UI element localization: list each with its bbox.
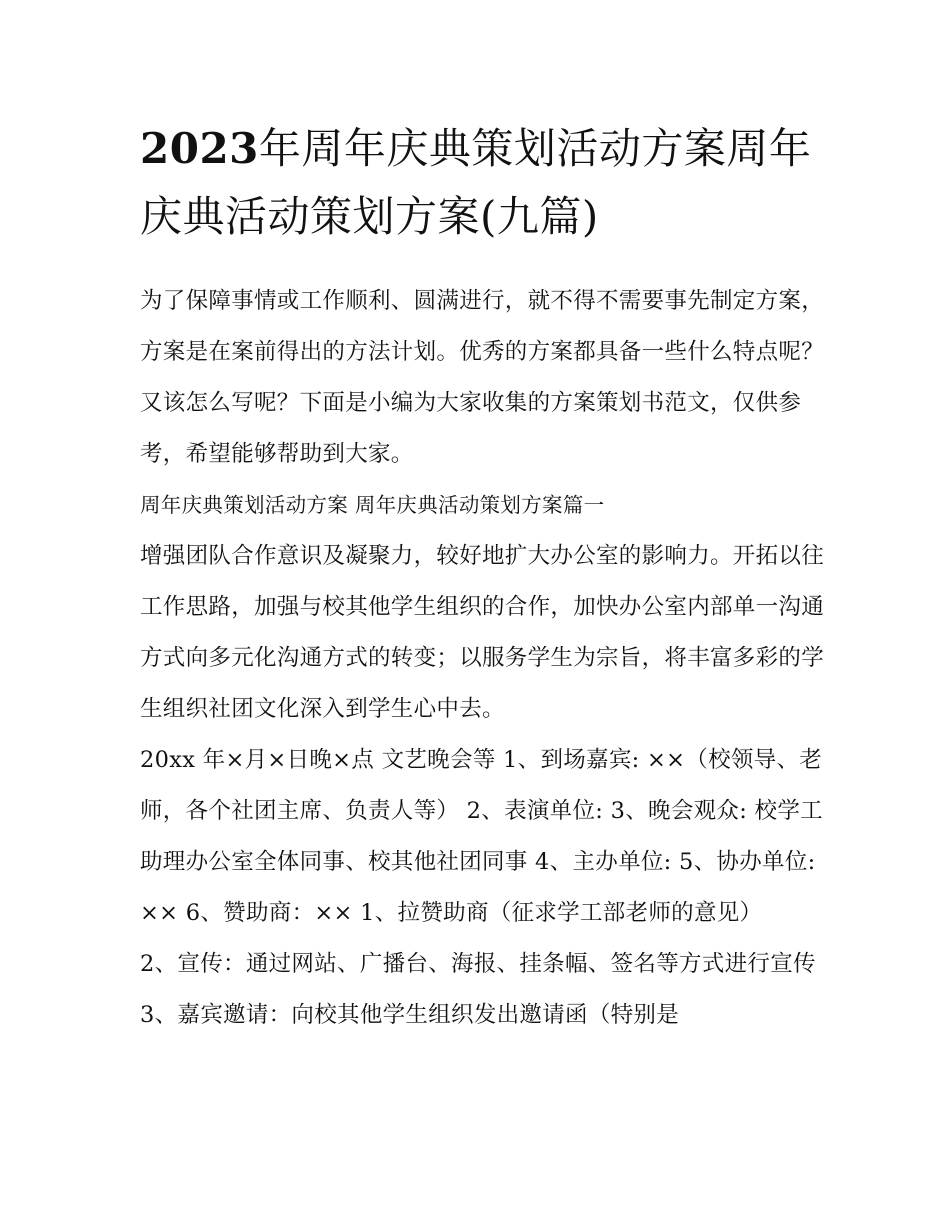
title-year: 2023 (140, 124, 259, 173)
event-details-paragraph: 20xx 年×月×日晚×点 文艺晚会等 1、到场嘉宾: ××（校领导、老师，各个社团主席、负责人等） 2、表演单位: 3、晚会观众: 校学工助理办公室全体同事、校其他社团同事 4、主办单位: 5、协办单位: ×× 6、赞助商：×× 1、拉赞助商（征求学工部老师的意见） (140, 747, 823, 926)
document-body (140, 276, 830, 1041)
intro-paragraph: 为了保障事情或工作顺利、圆满进行，就不得不需要事先制定方案，方案是在案前得出的方法计划。优秀的方案都具备一些什么特点呢？又该怎么写呢？下面是小编为大家收集的方案策划书范文，仅供参考，希望能够帮助到大家。 (140, 288, 825, 467)
section-heading: 周年庆典策划活动方案 周年庆典活动策划方案篇一 (140, 493, 605, 517)
document-title (140, 115, 830, 251)
preparation-paragraph: 2、宣传：通过网站、广播台、海报、挂条幅、签名等方式进行宣传 3、嘉宾邀请：向校其他学生组织发出邀请函（特别是 (140, 951, 816, 1028)
title-text: 年周年庆典策划活动方案周年庆典活动策划方案(九篇) (140, 124, 812, 241)
purpose-paragraph: 增强团队合作意识及凝聚力，较好地扩大办公室的影响力。开拓以往工作思路，加强与校其他学生组织的合作，加快办公室内部单一沟通方式向多元化沟通方式的转变；以服务学生为宗旨，将丰富多彩的学生组织社团文化深入到学生心中去。 (140, 543, 825, 722)
